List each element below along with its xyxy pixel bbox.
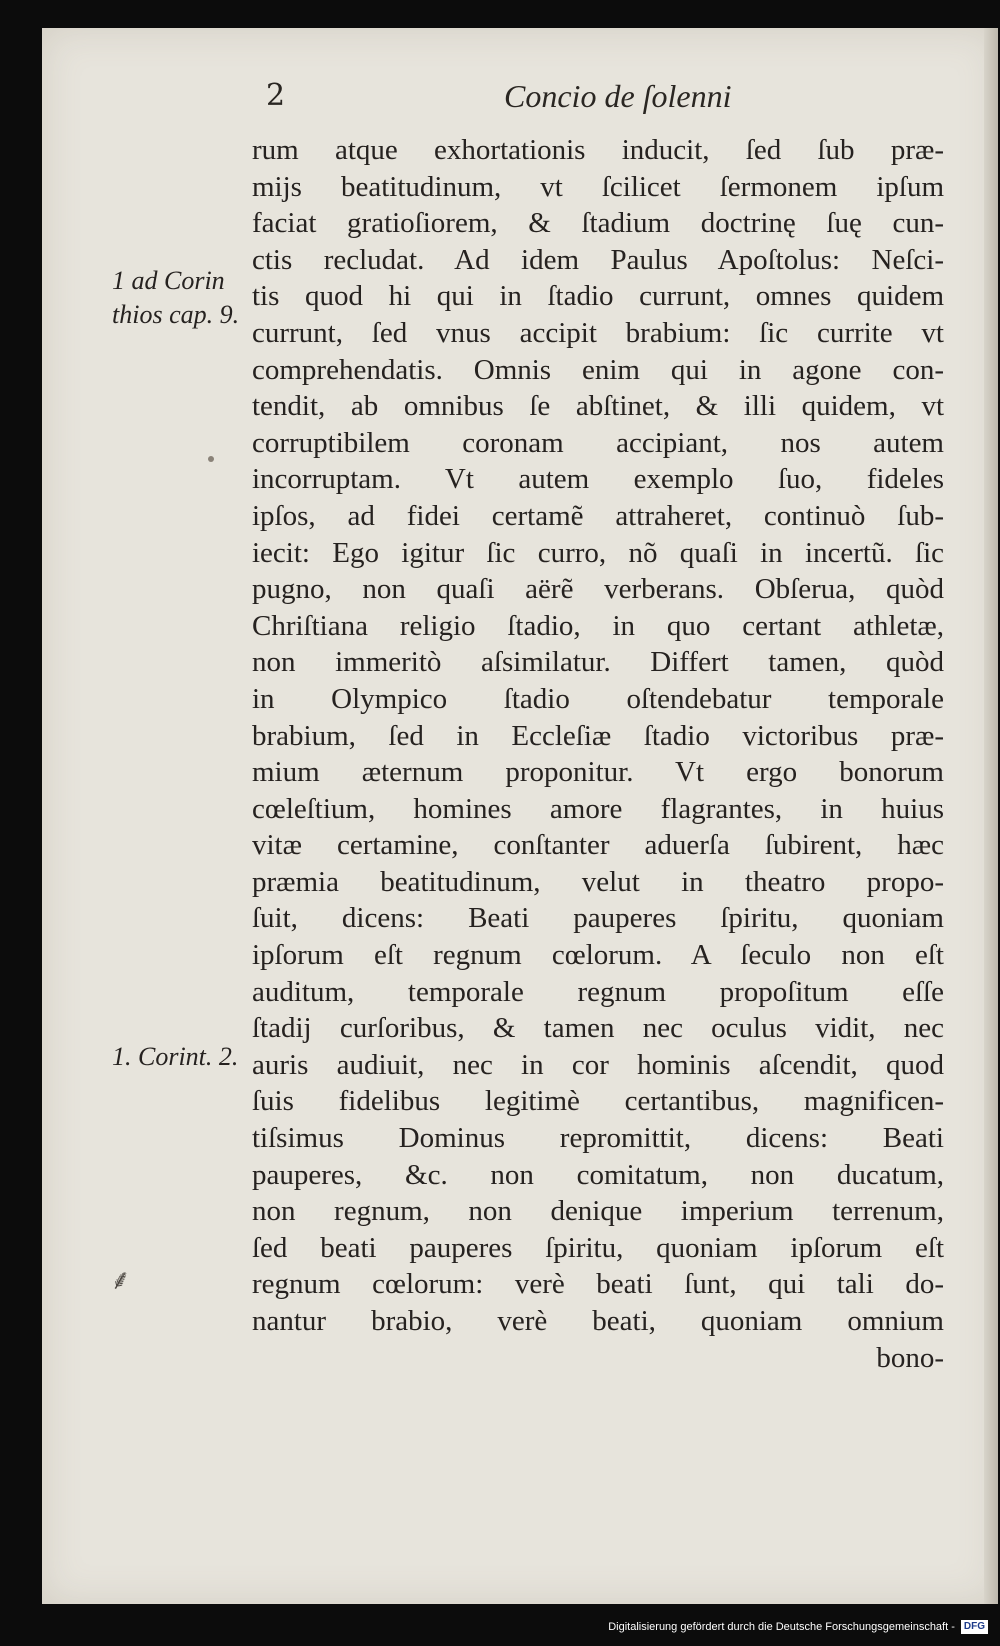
text-line: cœleſtium, homines amore flagrantes, in huius <box>252 792 944 825</box>
text-line: faciat gratioſiorem, & ſtadium doctrinę ſuę cun- <box>252 207 944 240</box>
text-line: præmia beatitudinum, velut in theatro propo- <box>252 865 944 898</box>
text-line: iecit: Ego igitur ſic curro, nõ quaſi in incertũ. ſic <box>252 536 944 569</box>
text-line: ctis recludat. Ad idem Paulus Apoſtolus: Neſci- <box>252 243 944 276</box>
text-line: non immeritò aſsimilatur. Differt tamen, quòd <box>252 646 944 679</box>
page-edge <box>984 28 998 1604</box>
catchword: bono- <box>876 1341 944 1374</box>
text-line: rum atque exhortationis inducit, ſed ſub præ- <box>252 134 944 166</box>
text-line: ſuit, dicens: Beati pauperes ſpiritu, quoniam <box>252 902 944 935</box>
text-line: tendit, ab omnibus ſe abſtinet, & illi quidem, vt <box>252 390 944 423</box>
text-line: in Olympico ſtadio oſtendebatur temporale <box>252 682 944 715</box>
page-number: 2 <box>266 78 286 113</box>
text-line: Chriſtiana religio ſtadio, in quo certant athletæ, <box>252 609 944 642</box>
text-line: mijs beatitudinum, vt ſcilicet ſermonem ipſum <box>252 170 944 203</box>
book-page <box>42 28 998 1604</box>
printers-mark-icon: ⸙ <box>110 1263 132 1296</box>
text-line: tis quod hi qui in ſtadio currunt, omnes quidem <box>252 280 944 313</box>
text-line: auditum, temporale regnum propoſitum eſſe <box>252 975 944 1008</box>
text-line: nantur brabio, verè beati, quoniam omnium <box>252 1305 944 1337</box>
running-head: Concio de ſolenni <box>504 78 732 114</box>
marginal-note-line: 1. Corint. 2. <box>112 1042 239 1071</box>
text-line: mium æternum proponitur. Vt ergo bonorum <box>252 756 944 789</box>
text-line: ſed beati pauperes ſpiritu, quoniam ipſorum eſt <box>252 1231 944 1264</box>
text-line: pauperes, &c. non comitatum, non ducatum, <box>252 1158 944 1191</box>
text-line: regnum cœlorum: verè beati ſunt, qui tali do- <box>252 1268 944 1301</box>
text-line: auris audiuit, nec in cor hominis aſcendit, quod <box>252 1048 944 1081</box>
text-line: ſuis fidelibus legitimè certantibus, magnificen- <box>252 1085 944 1118</box>
digitization-footer <box>608 1612 988 1642</box>
text-line: ſtadij curſoribus, & tamen nec oculus vidit, nec <box>252 1012 944 1045</box>
text-line: brabium, ſed in Eccleſiæ ſtadio victoribus præ- <box>252 719 944 752</box>
funding-note: Digitalisierung gefördert durch die Deutsche Forschungsgemeinschaft - <box>608 1621 955 1633</box>
text-line: ipſorum eſt regnum cœlorum. A ſeculo non eſt <box>252 939 944 972</box>
marginal-note-line: 1 ad Corin <box>112 266 225 295</box>
text-line: tiſsimus Dominus repromittit, dicens: Beati <box>252 1122 944 1155</box>
ink-dot <box>208 456 214 462</box>
text-line: corruptibilem coronam accipiant, nos autem <box>252 426 944 459</box>
text-line: non regnum, non denique imperium terrenum, <box>252 1195 944 1228</box>
text-line: currunt, ſed vnus accipit brabium: ſic currite vt <box>252 316 944 349</box>
marginal-note-corinthians-9 <box>112 264 239 332</box>
body-text <box>252 132 944 1376</box>
text-line: incorruptam. Vt autem exemplo ſuo, fideles <box>252 463 944 496</box>
text-line: ipſos, ad fidei certamẽ attraheret, continuò ſub- <box>252 499 944 532</box>
text-line: comprehendatis. Omnis enim qui in agone con- <box>252 353 944 386</box>
text-line: vitæ certamine, conſtanter aduerſa ſubirent, hæc <box>252 829 944 862</box>
text-line: pugno, non quaſi aërẽ verberans. Obſerua, quòd <box>252 573 944 606</box>
page-header <box>42 78 998 128</box>
dfg-logo: DFG <box>961 1620 988 1634</box>
marginal-note-corinthians-2 <box>112 1040 238 1074</box>
marginal-note-line: thios cap. 9. <box>112 300 240 329</box>
